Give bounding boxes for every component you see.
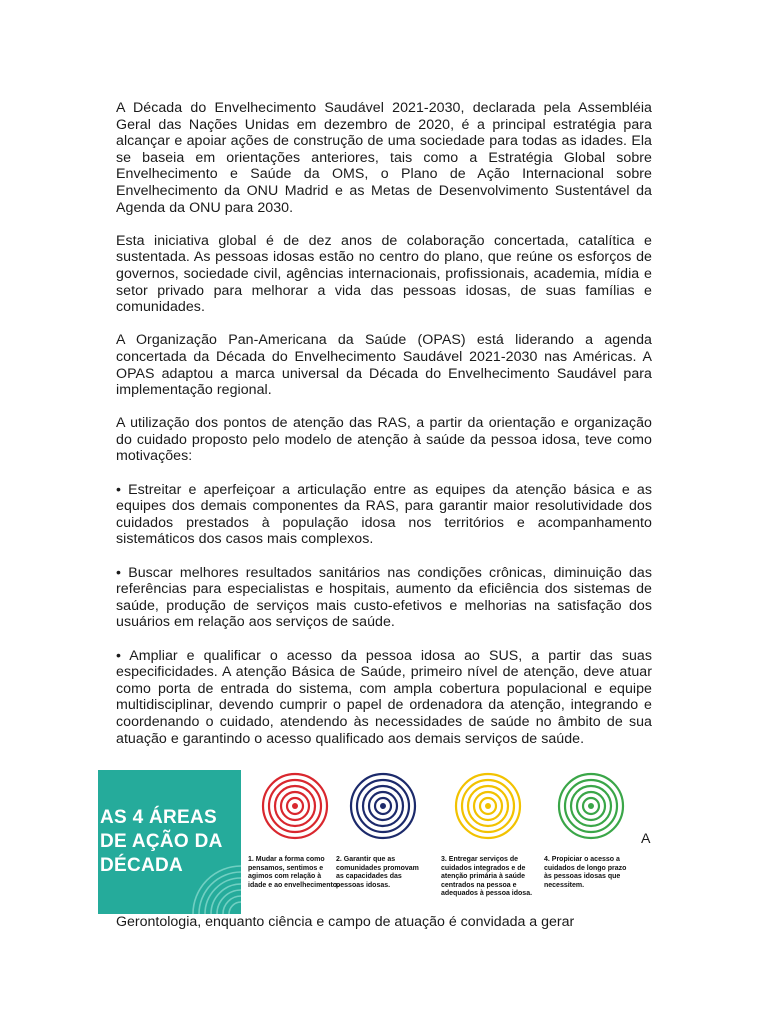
banner-title-line-1: AS 4 ÁREAS <box>100 807 218 828</box>
banner-title <box>100 806 223 878</box>
action-area-3-caption: 3. Entregar serviços de cuidados integrados e de atenção primária à saúde centrados na pessoa e adequados à pessoa idosa. <box>441 856 533 898</box>
action-area-3 <box>441 770 541 898</box>
action-area-2 <box>336 770 436 889</box>
action-area-2-caption: 2. Garantir que as comunidades promovam as capacidades das pessoas idosas. <box>336 856 419 889</box>
paragraph-4: A utilização dos pontos de atenção das RAS, a partir da orientação e organização do cuidado proposto pelo modelo de atenção à saúde da pessoa idosa, teve como motivações: <box>116 415 652 465</box>
bullet-2: • Buscar melhores resultados sanitários nas condições crônicas, diminuição das referências para especialistas e hospitais, aumento da eficiência dos sistemas de saúde, produção de serviços mais custo-efetivos e melhorias na satisfação dos usuários em relação aos serviços de saúde. <box>116 564 652 631</box>
red-spiral-icon <box>248 770 344 854</box>
blue-spiral-icon <box>336 770 432 854</box>
yellow-spiral-icon <box>441 770 537 854</box>
paragraph-1: A Década do Envelhecimento Saudável 2021-2030, declarada pela Assembléia Geral das Nações Unidas em dezembro de 2020, é a principal estratégia para alcançar e apoiar ações de construção de uma sociedade para todas as idades. Ela se baseia em orientações anteriores, tais como a Estratégia Global sobre Envelhecimento e Saúde da OMS, o Plano de Ação Internacional sobre Envelhecimento da ONU Madrid e as Metas de Desenvolvimento Sustentável da Agenda da ONU para 2030. <box>116 100 652 216</box>
green-spiral-icon <box>544 770 640 854</box>
banner-title-line-2: DE AÇÃO DA <box>100 831 223 852</box>
paragraph-2: Esta iniciativa global é de dez anos de colaboração concertada, catalítica e sustentada. As pessoas idosas estão no centro do plano, que reúne os esforços de governos, sociedade civil, agências internacionais, profissionais, academia, mídia e setor privado para melhorar a vida das pessoas idosas, de suas famílias e comunidades. <box>116 232 652 316</box>
action-area-1-caption: 1. Mudar a forma como pensamos, sentimos e agimos com relação à idade e ao envelhecimento. <box>248 856 340 889</box>
body-text <box>116 100 652 764</box>
action-area-4 <box>544 770 644 889</box>
banner-title-line-3: DÉCADA <box>100 855 184 876</box>
paragraph-3: A Organização Pan-Americana da Saúde (OPAS) está liderando a agenda concertada da Década do Envelhecimento Saudável 2021-2030 nas Américas. A OPAS adaptou a marca universal da Década do Envelhecimento Saudável para implementação regional. <box>116 332 652 399</box>
action-area-1 <box>248 770 348 889</box>
bullet-3: • Ampliar e qualificar o acesso da pessoa idosa ao SUS, a partir das suas especificidades. A atenção Básica de Saúde, primeiro nível de atenção, deve atuar como porta de entrada do sistema, com ampla cobertura populacional e equipe multidisciplinar, devendo cumprir o papel de ordenadora da atenção, integrando e coordenando o cuidado, atendendo às necessidades de saúde no âmbito de sua atuação e garantindo o acesso qualificado aos demais serviços de saúde. <box>116 647 652 747</box>
bullet-1: • Estreitar e aperfeiçoar a articulação entre as equipes da atenção básica e as equipes dos demais componentes da RAS, para garantir maior resolutividade dos cuidados prestados à população idosa nos territórios e acompanhamento sistemáticos dos casos mais complexos. <box>116 481 652 548</box>
action-area-4-caption: 4. Propiciar o acesso a cuidados de longo prazo às pessoas idosas que necessitem. <box>544 856 627 889</box>
last-line-text: Gerontologia, enquanto ciência e campo de atuação é convidada a gerar <box>116 914 575 930</box>
banner-title-panel <box>98 770 241 914</box>
side-letter: A <box>641 831 651 847</box>
action-areas-banner <box>98 770 650 914</box>
